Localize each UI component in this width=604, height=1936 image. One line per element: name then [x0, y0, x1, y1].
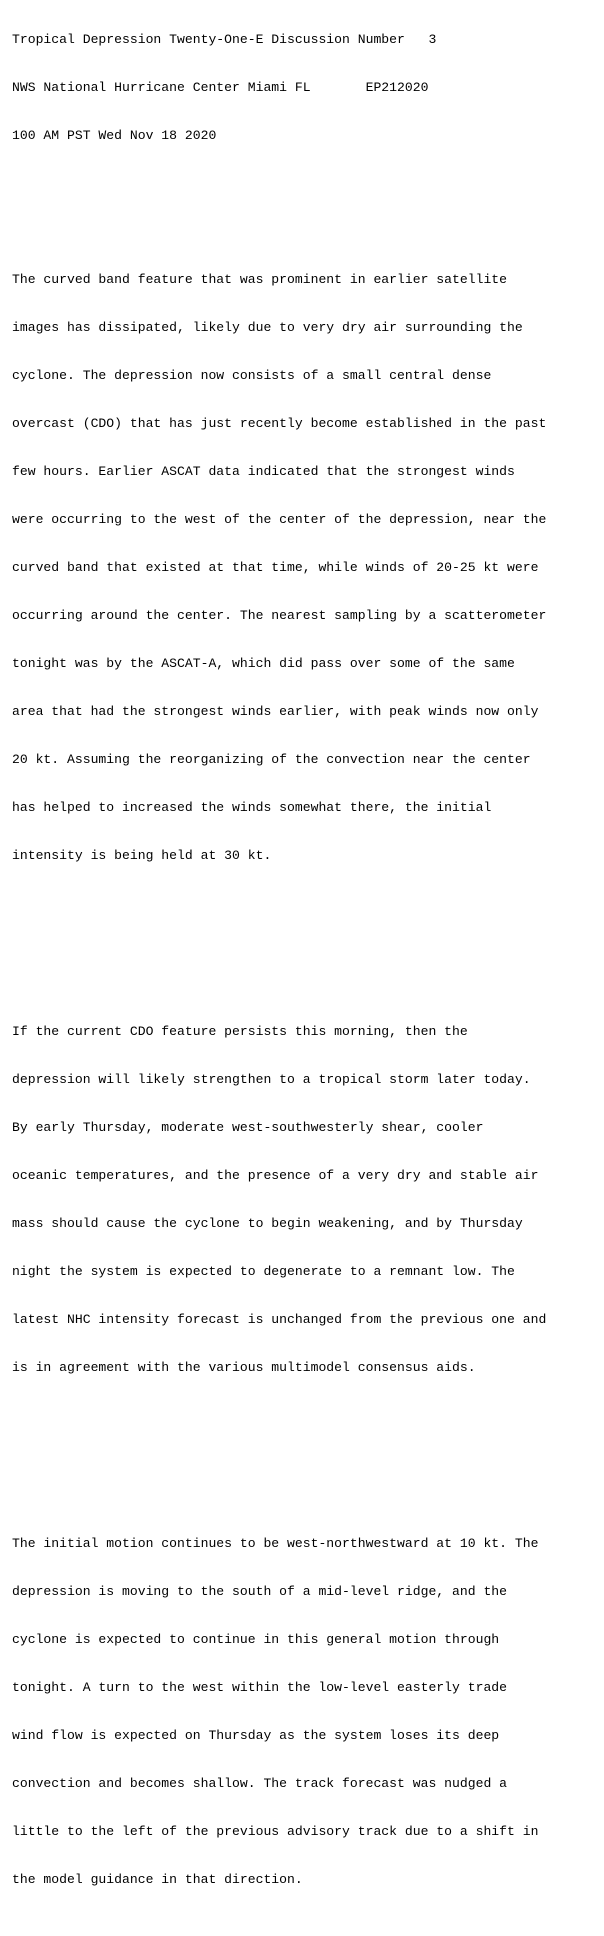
spacer — [12, 1440, 604, 1456]
text-line: By early Thursday, moderate west-southwesterly shear, cooler — [12, 1120, 484, 1135]
discussion-title: Tropical Depression Twenty-One-E Discussion Number 3 — [12, 32, 437, 47]
paragraph-track-forecast — [12, 1504, 604, 1920]
text-line: the model guidance in that direction. — [12, 1872, 303, 1887]
text-line: intensity is being held at 30 kt. — [12, 848, 272, 863]
text-line: convection and becomes shallow. The track forecast was nudged a — [12, 1776, 508, 1791]
text-line: tonight. A turn to the west within the low-level easterly trade — [12, 1680, 508, 1695]
paragraph-intensity-forecast — [12, 992, 604, 1408]
issuing-office: NWS National Hurricane Center Miami FL EP212020 — [12, 80, 429, 95]
text-line: 20 kt. Assuming the reorganizing of the convection near the center — [12, 752, 531, 767]
text-line: If the current CDO feature persists this morning, then the — [12, 1024, 468, 1039]
text-line: The initial motion continues to be west-northwestward at 10 kt. The — [12, 1536, 539, 1551]
spacer — [12, 928, 604, 944]
text-line: depression will likely strengthen to a tropical storm later today. — [12, 1072, 531, 1087]
text-line: is in agreement with the various multimodel consensus aids. — [12, 1360, 476, 1375]
text-line: mass should cause the cyclone to begin weakening, and by Thursday — [12, 1216, 523, 1231]
text-line: cyclone is expected to continue in this general motion through — [12, 1632, 500, 1647]
text-line: cyclone. The depression now consists of a small central dense — [12, 368, 492, 383]
spacer — [12, 176, 604, 192]
text-line: The curved band feature that was prominent in earlier satellite — [12, 272, 508, 287]
text-line: area that had the strongest winds earlier, with peak winds now only — [12, 704, 539, 719]
text-line: little to the left of the previous advisory track due to a shift in — [12, 1824, 539, 1839]
text-line: wind flow is expected on Thursday as the system loses its deep — [12, 1728, 500, 1743]
text-line: oceanic temperatures, and the presence of a very dry and stable air — [12, 1168, 539, 1183]
paragraph-intensity-analysis — [12, 240, 604, 896]
text-line: occurring around the center. The nearest sampling by a scatterometer — [12, 608, 547, 623]
text-line: has helped to increased the winds somewhat there, the initial — [12, 800, 492, 815]
text-line: tonight was by the ASCAT-A, which did pass over some of the same — [12, 656, 515, 671]
issue-time: 100 AM PST Wed Nov 18 2020 — [12, 128, 217, 143]
text-line: overcast (CDO) that has just recently become established in the past — [12, 416, 547, 431]
text-line: curved band that existed at that time, while winds of 20-25 kt were — [12, 560, 539, 575]
text-line: images has dissipated, likely due to very dry air surrounding the — [12, 320, 523, 335]
text-line: depression is moving to the south of a mid-level ridge, and the — [12, 1584, 508, 1599]
text-line: few hours. Earlier ASCAT data indicated that the strongest winds — [12, 464, 515, 479]
text-line: latest NHC intensity forecast is unchanged from the previous one and — [12, 1312, 547, 1327]
text-line: were occurring to the west of the center of the depression, near the — [12, 512, 547, 527]
text-line: night the system is expected to degenerate to a remnant low. The — [12, 1264, 515, 1279]
